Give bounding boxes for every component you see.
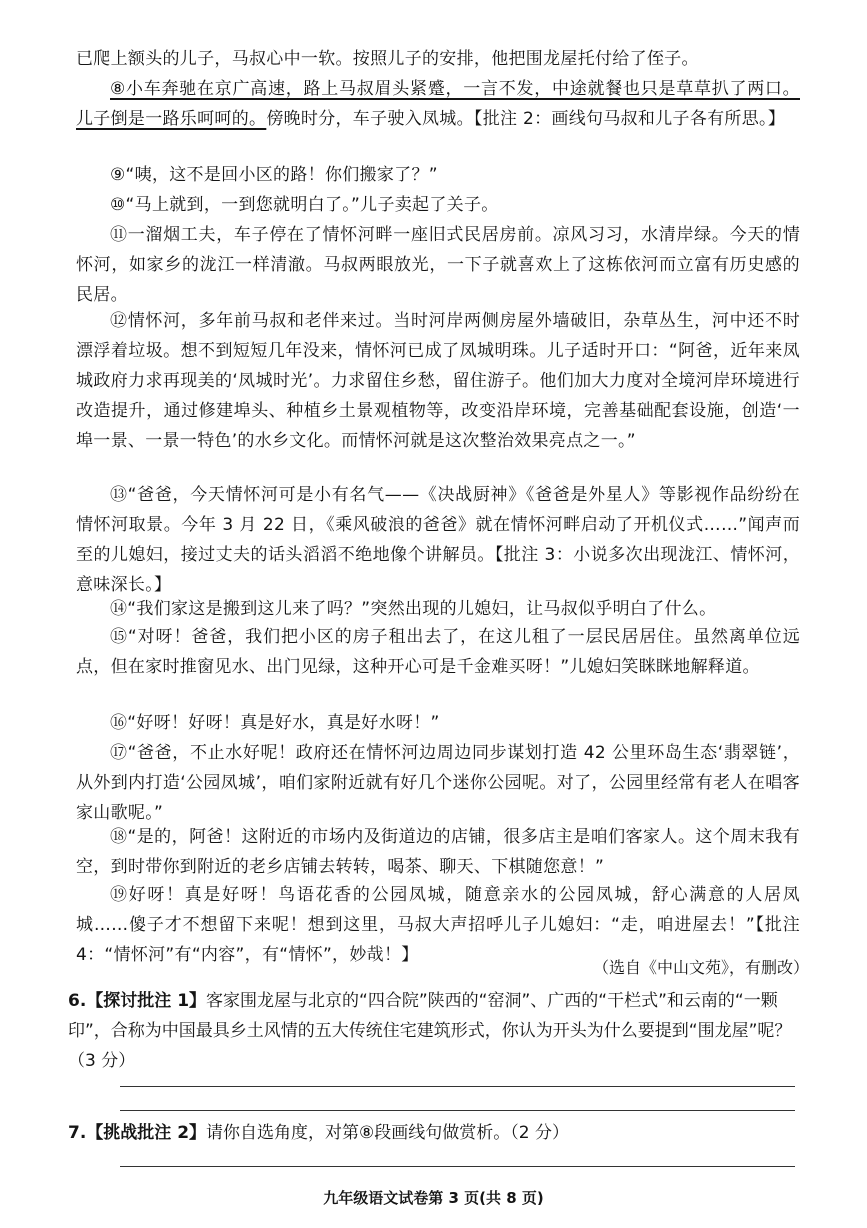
question-7-label: 7.【挑战批注 2】 — [68, 1123, 207, 1143]
paragraph-16: ⑯“好呀！好呀！真是好水，真是好水呀！” — [110, 713, 440, 733]
paragraph-15: ⑮“对呀！爸爸，我们把小区的房子租出去了，在这儿租了一层民居居住。虽然离单位远点，但在家时推窗见水、出门见绿，这种开心可是千金难买呀！”儿媳妇笑眯眯地解释道。 — [76, 627, 800, 677]
answer-line-6a[interactable] — [120, 1086, 795, 1087]
paragraph-11: ⑪一溜烟工夫，车子停在了情怀河畔一座旧式民居房前。凉风习习，水清岸绿。今天的情怀河，如家乡的泷江一样清澈。马叔两眼放光，一下子就喜欢上了这栋依河而立富有历史感的民居。 — [76, 225, 800, 305]
paragraph-7-tail: 已爬上额头的儿子，马叔心中一软。按照儿子的安排，他把围龙屋托付给了侄子。 — [76, 49, 699, 69]
source-citation: （选自《中山文苑》，有删改） — [592, 958, 809, 977]
paragraph-8-rest: 傍晚时分，车子驶入凤城。【批注 2：画线句马叔和儿子各有所思。】 — [266, 109, 786, 129]
question-6 — [68, 986, 804, 1076]
paragraph-18: ⑱“是的，阿爸！这附近的市场内及街道边的店铺，很多店主是咱们客家人。这个周末我有空，到时带你到附近的老乡店铺去转转，喝茶、聊天、下棋随您意！” — [76, 827, 800, 877]
question-6-label: 6.【探讨批注 1】 — [68, 991, 207, 1011]
paragraph-17: ⑰“爸爸，不止水好呢！政府还在情怀河边周边同步谋划打造 42 公里环岛生态‘翡翠链’，从外到内打造‘公园凤城’，咱们家附近就有好几个迷你公园呢。对了，公园里经常有老人在唱客家山歌呢。” — [76, 743, 800, 823]
paragraph-12: ⑫情怀河，多年前马叔和老伴来过。当时河岸两侧房屋外墙破旧，杂草丛生，河中还不时漂浮着垃圾。想不到短短几年没来，情怀河已成了凤城明珠。儿子适时开口：“阿爸，近年来凤城政府力求再现美的‘凤城时光’。力求留住乡愁，留住游子。他们加大力度对全境河岸环境进行改造提升，通过修建埠头、种植乡土景观植物等，改变沿岸环境，完善基础配套设施，创造‘一埠一景、一景一特色’的水乡文化。而情怀河就是这次整治效果亮点之一。” — [76, 311, 800, 451]
answer-line-6b[interactable] — [120, 1110, 795, 1111]
paragraph-19: ⑲好呀！真是好呀！鸟语花香的公园凤城，随意亲水的公园凤城，舒心满意的人居凤城……傻子才不想留下来呢！想到这里，马叔大声招呼儿子儿媳妇：“走，咱进屋去！”【批注 4：“情怀河”有“内容”，有“情怀”，妙哉！】 — [76, 885, 800, 965]
paragraph-10: ⑩“马上就到，一到您就明白了。”儿子卖起了关子。 — [110, 195, 499, 215]
paragraph-9: ⑨“咦，这不是回小区的路！你们搬家了？” — [110, 165, 438, 185]
paragraph-8 — [76, 74, 800, 134]
paragraph-14: ⑭“我们家这是搬到这儿来了吗？”突然出现的儿媳妇，让马叔似乎明白了什么。 — [110, 599, 717, 619]
question-7-text: 请你自选角度，对第⑧段画线句做赏析。（2 分） — [206, 1123, 570, 1143]
page-footer: 九年级语文试卷第 3 页(共 8 页) — [323, 1189, 544, 1207]
underlined-sentence: ⑧小车奔驰在京广高速，路上马叔眉头紧蹙，一言不发，中途就餐也只是草草扒了两口。儿子倒是一路乐呵呵的。 — [76, 79, 800, 129]
question-7 — [68, 1118, 804, 1148]
answer-line-7[interactable] — [120, 1166, 795, 1167]
question-6-text: 客家围龙屋与北京的“四合院”陕西的“窑洞”、广西的“干栏式”和云南的“一颗印”，合称为中国最具乡土风情的五大传统住宅建筑形式，你认为开头为什么要提到“围龙屋”呢？（3 分） — [68, 991, 792, 1071]
paragraph-13: ⑬“爸爸，今天情怀河可是小有名气——《决战厨神》《爸爸是外星人》等影视作品纷纷在情怀河取景。今年 3 月 22 日，《乘风破浪的爸爸》就在情怀河畔启动了开机仪式……”闻声而至的儿媳妇，接过丈夫的话头滔滔不绝地像个讲解员。【批注 3：小说多次出现泷江、情怀河，意味深长。】 — [76, 485, 800, 595]
